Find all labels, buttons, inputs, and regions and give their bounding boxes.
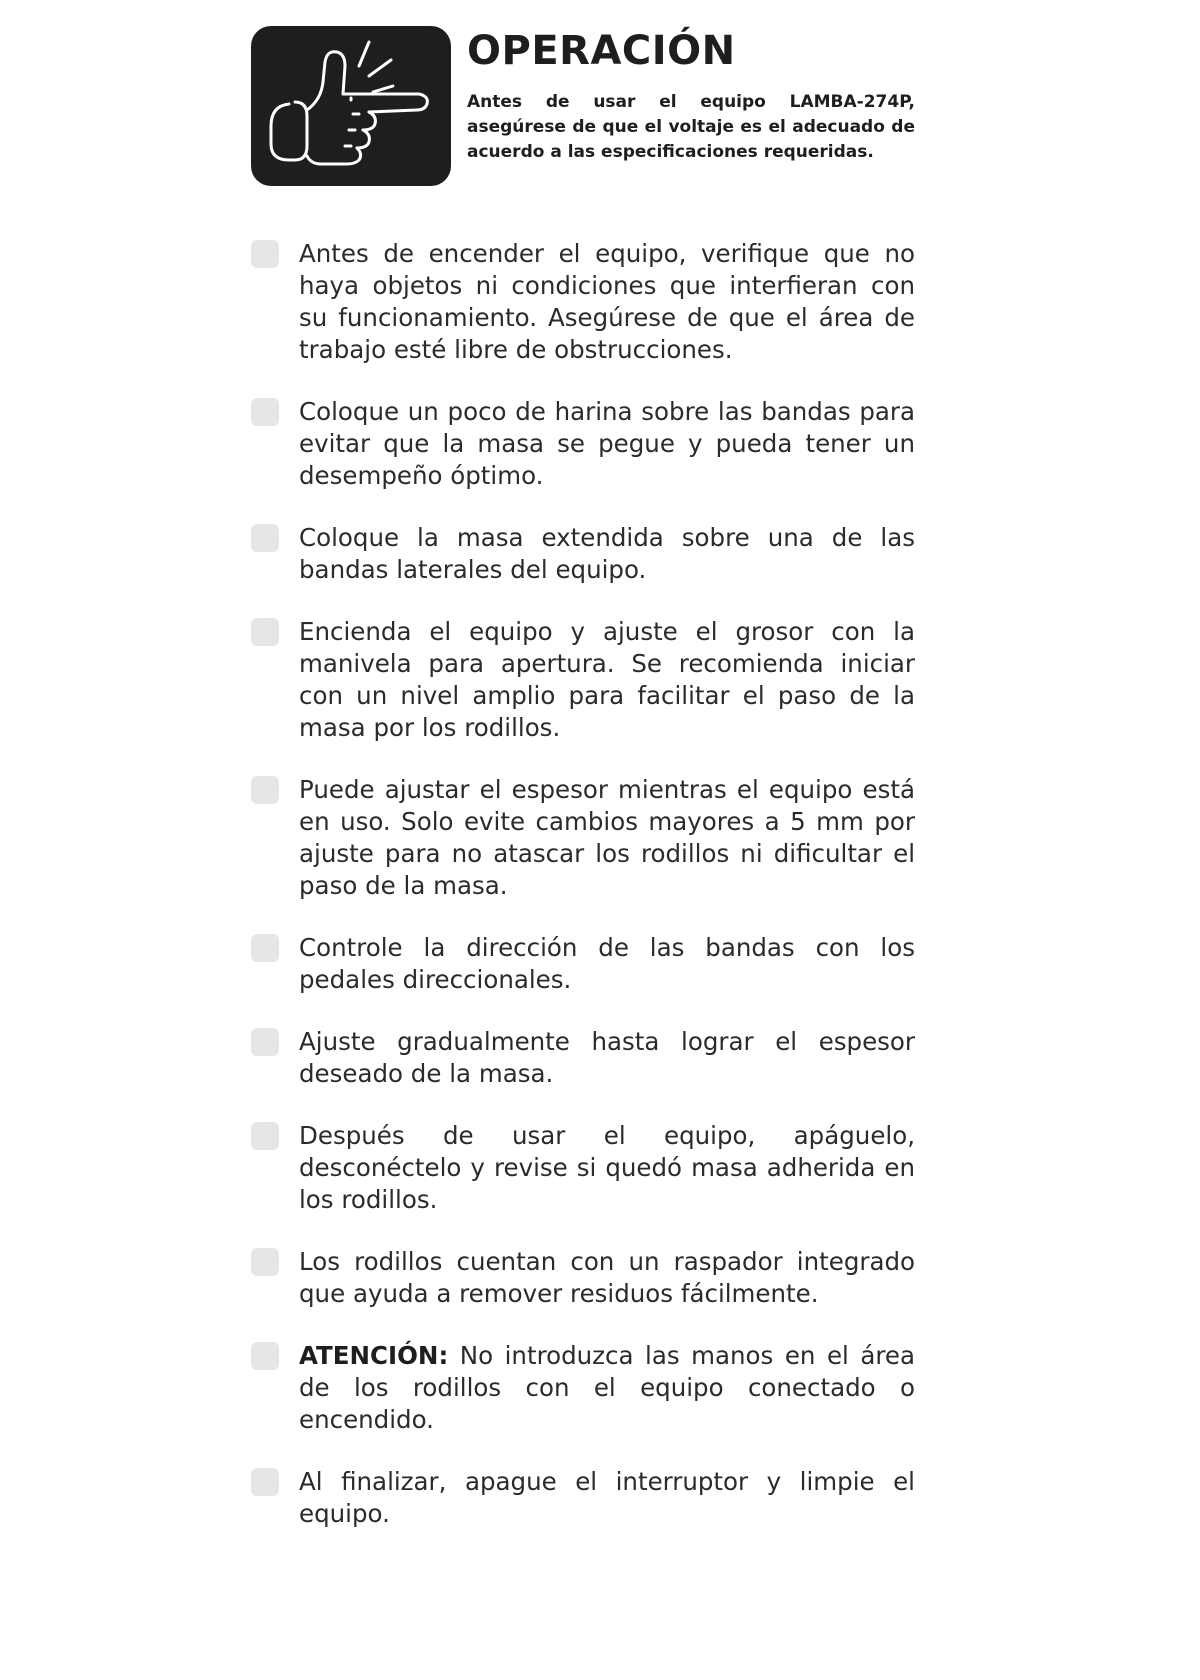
checkbox[interactable]: [251, 1468, 279, 1496]
warning-label: ATENCIÓN:: [299, 1341, 449, 1370]
checklist-item-8: [251, 1120, 915, 1216]
checkbox[interactable]: [251, 240, 279, 268]
checklist-item-content: [299, 1340, 915, 1436]
checklist-item-text: Antes de encender el equipo, verifique que no haya objetos ni condiciones que interfieran con su funcionamiento. Asegúrese de que el área de trabajo esté libre de obstrucciones.: [299, 239, 915, 364]
checkbox[interactable]: [251, 1248, 279, 1276]
checklist-item-text: Coloque la masa extendida sobre una de las bandas laterales del equipo.: [299, 523, 915, 584]
voltage-intro-text: Antes de usar el equipo LAMBA-274P, asegúrese de que el voltaje es el adecuado de acuerdo a las especificaciones requeridas.: [467, 92, 915, 162]
checklist-item-text: Después de usar el equipo, apáguelo, desconéctelo y revise si quedó masa adherida en los rodillos.: [299, 1121, 915, 1214]
checkbox[interactable]: [251, 1122, 279, 1150]
checkbox[interactable]: [251, 934, 279, 962]
checklist-item-text: Encienda el equipo y ajuste el grosor con la manivela para apertura. Se recomienda iniciar con un nivel amplio para facilitar el paso de la masa por los rodillos.: [299, 617, 915, 742]
checklist-item-text: Los rodillos cuentan con un raspador integrado que ayuda a remover residuos fácilmente.: [299, 1247, 915, 1308]
checkbox[interactable]: [251, 398, 279, 426]
checklist-item-7: [251, 1026, 915, 1090]
checklist-item-11: [251, 1466, 915, 1530]
warning-text: No introduzca las manos en el área de los rodillos con el equipo conectado o encendido.: [299, 1341, 915, 1434]
checklist-item-text: Coloque un poco de harina sobre las bandas para evitar que la masa se pegue y pueda tener un desempeño óptimo.: [299, 397, 915, 490]
checkbox[interactable]: [251, 618, 279, 646]
checklist-item-2: [251, 396, 915, 492]
checkbox[interactable]: [251, 1342, 279, 1370]
checklist-item-text: Puede ajustar el espesor mientras el equipo está en uso. Solo evite cambios mayores a 5 mm por ajuste para no atascar los rodillos ni dificultar el paso de la masa.: [299, 775, 915, 900]
operation-section: [251, 26, 915, 1528]
checklist-item-3: [251, 522, 915, 586]
header-text: [467, 26, 915, 165]
checklist-item-text: Al finalizar, apague el interruptor y limpie el equipo.: [299, 1467, 915, 1528]
checklist-item-4: [251, 616, 915, 744]
checklist-item-1: [251, 238, 915, 366]
checklist-item-10: [251, 1340, 915, 1436]
checkbox[interactable]: [251, 524, 279, 552]
checklist-item-5: [251, 774, 915, 902]
checklist-item-text: Ajuste gradualmente hasta lograr el espesor deseado de la masa.: [299, 1027, 915, 1088]
operation-checklist: [251, 238, 915, 1560]
pointing-hand-icon: [251, 26, 451, 186]
section-title: OPERACIÓN: [467, 28, 736, 74]
section-header: [251, 26, 915, 186]
checklist-item-6: [251, 932, 915, 996]
checklist-item-9: [251, 1246, 915, 1310]
checklist-item-text: Controle la dirección de las bandas con los pedales direccionales.: [299, 933, 915, 994]
checkbox[interactable]: [251, 776, 279, 804]
checkbox[interactable]: [251, 1028, 279, 1056]
